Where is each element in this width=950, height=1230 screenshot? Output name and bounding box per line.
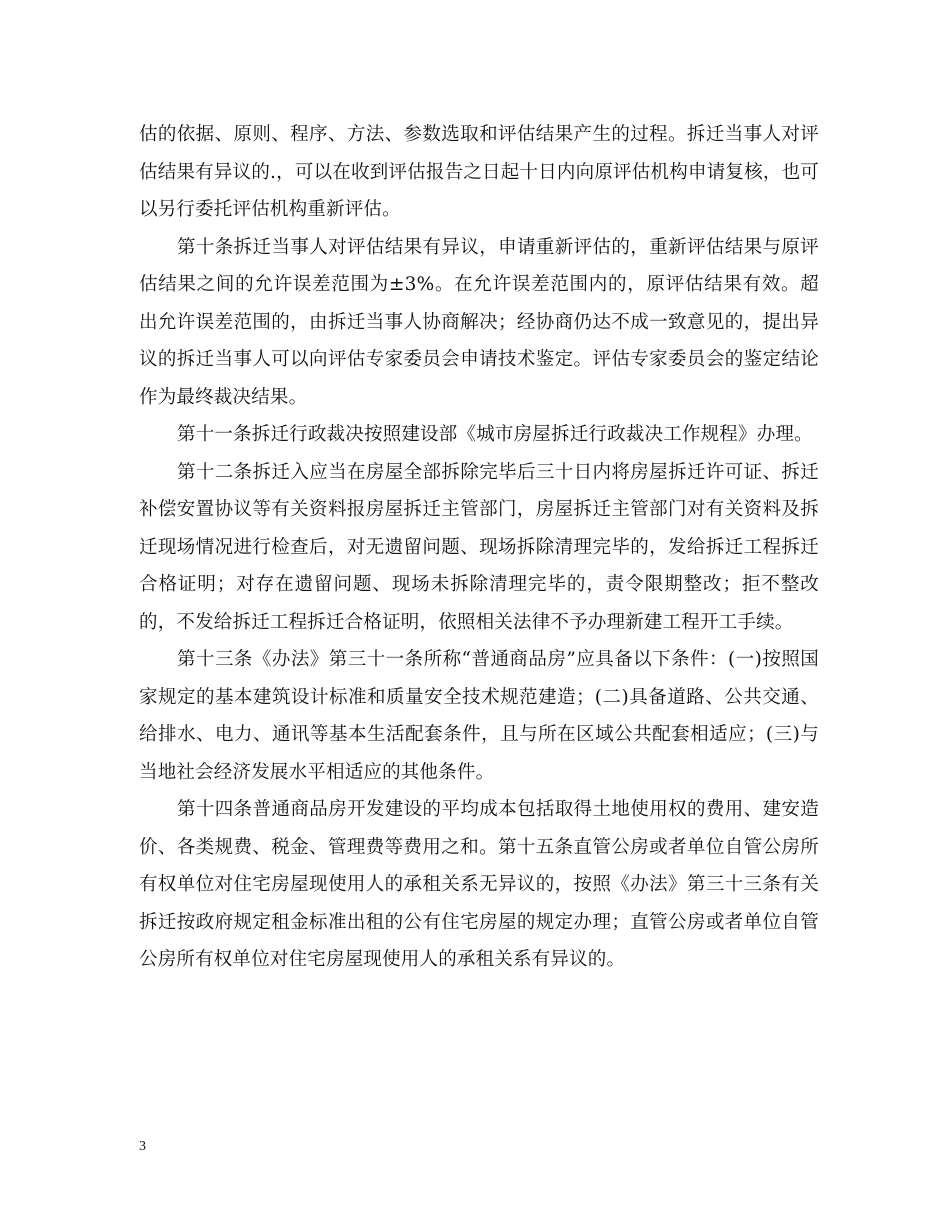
paragraph-article-11: 第十一条拆迁行政裁决按照建设部《城市房屋拆迁行政裁决工作规程》办理。	[177, 424, 813, 445]
paragraph-continuation: 估的依据、原则、程序、方法、参数选取和评估结果产生的过程。拆迁当事人对评估结果有异议的.，可以在收到评估报告之日起十日内向原评估机构申请复核，也可以另行委托评估机构重新评估。	[139, 124, 819, 220]
paragraph-article-13: 第十三条《办法》第三十一条所称“普通商品房”应具备以下条件：(一)按照国家规定的基本建筑设计标准和质量安全技术规范建造；(二)具备道路、公共交通、给排水、电力、通讯等基本生活配套条件，且与所在区域公共配套相适应；(三)与当地社会经济发展水平相适应的其他条件。	[139, 649, 819, 783]
paragraph-article-14: 第十四条普通商品房开发建设的平均成本包括取得土地使用权的费用、建安造价、各类规费、税金、管理费等费用之和。第十五条直管公房或者单位自管公房所有权单位对住宅房屋现使用人的承租关系无异议的，按照《办法》第三十三条有关拆迁按政府规定租金标准出租的公有住宅房屋的规定办理；直管公房或者单位自管公房所有权单位对住宅房屋现使用人的承租关系有异议的。	[139, 799, 819, 970]
paragraph-article-10: 第十条拆迁当事人对评估结果有异议，申请重新评估的，重新评估结果与原评估结果之间的允许误差范围为±3%。在允许误差范围内的，原评估结果有效。超出允许误差范围的，由拆迁当事人协商解决；经协商仍达不成一致意见的，提出异议的拆迁当事人可以向评估专家委员会申请技术鉴定。评估专家委员会的鉴定结论作为最终裁决结果。	[139, 236, 819, 408]
page-number: 3	[139, 1139, 146, 1154]
paragraph-article-12: 第十二条拆迁入应当在房屋全部拆除完毕后三十日内将房屋拆迁许可证、拆迁补偿安置协议等有关资料报房屋拆迁主管部门，房屋拆迁主管部门对有关资料及拆迁现场情况进行检查后，对无遗留问题、现场拆除清理完毕的，发给拆迁工程拆迁合格证明；对存在遗留问题、现场未拆除清理完毕的，责令限期整改；拒不整改的，不发给拆迁工程拆迁合格证明，依照相关法律不予办理新建工程开工手续。	[139, 461, 819, 633]
body-text	[139, 116, 819, 979]
